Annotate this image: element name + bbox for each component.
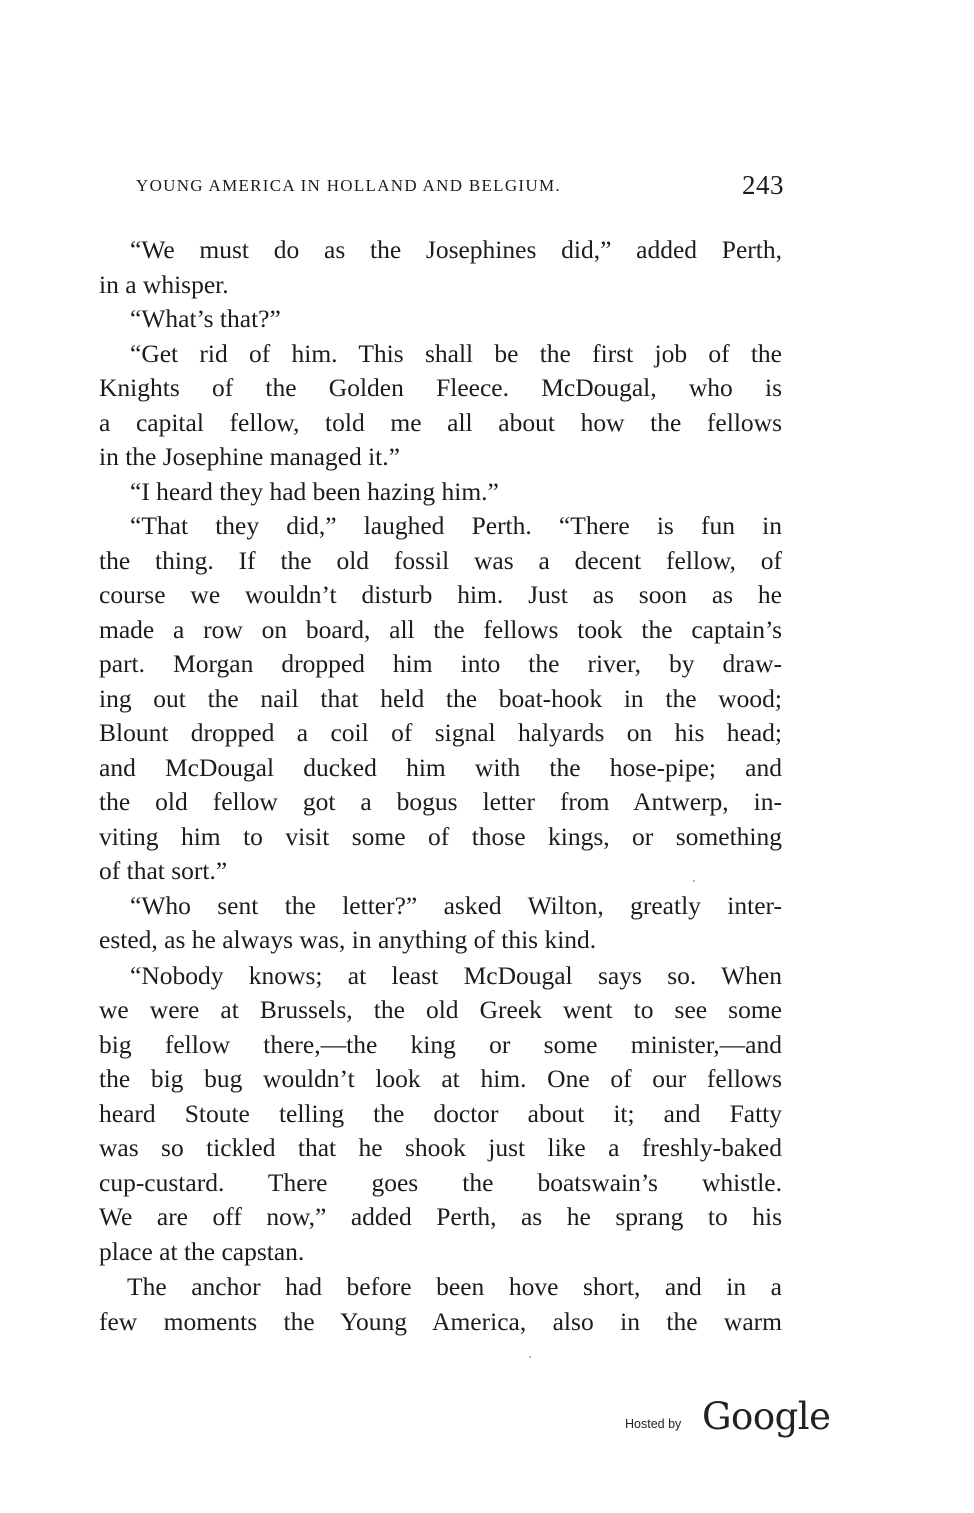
text-line: viting him to visit some of those kings, or something — [99, 821, 782, 851]
text-line: “Nobody knows; at least McDougal says so. When — [130, 960, 782, 990]
text-line: ing out the nail that held the boat-hook in the wood; — [99, 683, 782, 713]
text-line: in the Josephine managed it.” — [99, 442, 400, 471]
text-line: big fellow there,—the king or some minister,—and — [99, 1029, 782, 1059]
text-line: ested, as he always was, in anything of this kind. — [99, 925, 597, 954]
text-line: Knights of the Golden Fleece. McDougal, who is — [99, 373, 782, 402]
text-line: The anchor had before been hove short, and in a — [127, 1272, 782, 1301]
text-line: and McDougal ducked him with the hose-pipe; and — [99, 752, 782, 782]
scan-speck — [693, 880, 695, 882]
running-header — [136, 170, 784, 204]
text-line: heard Stoute telling the doctor about it; and Fatty — [99, 1098, 782, 1128]
text-line: “We must do as the Josephines did,” added Perth, — [130, 235, 782, 264]
text-line: cup-custard. There goes the boatswain’s whistle. — [99, 1167, 782, 1197]
text-line: few moments the Young America, also in the warm — [99, 1306, 782, 1336]
hosted-by-label: Hosted by — [625, 1417, 682, 1431]
text-line: of that sort.” — [99, 856, 228, 885]
text-line: “I heard they had been hazing him.” — [130, 476, 499, 506]
text-line: the big bug wouldn’t look at him. One of our fellows — [99, 1064, 782, 1093]
text-line: place at the capstan. — [99, 1236, 305, 1266]
text-line: a capital fellow, told me all about how the fellows — [99, 407, 782, 437]
running-title: YOUNG AMERICA IN HOLLAND AND BELGIUM. — [136, 176, 561, 195]
scan-speck — [529, 1356, 531, 1358]
google-watermark — [622, 1395, 832, 1444]
text-line: “That they did,” laughed Perth. “There is fun in — [130, 511, 782, 540]
text-line: course we wouldn’t disturb him. Just as soon as he — [99, 580, 782, 609]
text-line: the thing. If the old fossil was a decent fellow, of — [99, 545, 782, 575]
google-logo: Google — [702, 1395, 831, 1438]
text-line: “What’s that?” — [130, 304, 281, 333]
page-number: 243 — [742, 170, 784, 200]
text-line: part. Morgan dropped him into the river, by draw- — [99, 649, 782, 678]
body-text — [99, 233, 782, 1339]
text-line: Blount dropped a coil of signal halyards on his head; — [99, 718, 782, 747]
text-line: We are off now,” added Perth, as he sprang to his — [99, 1202, 782, 1231]
text-line: in a whisper. — [99, 269, 229, 299]
text-line: was so tickled that he shook just like a freshly-baked — [99, 1133, 782, 1162]
text-line: we were at Brussels, the old Greek went to see some — [99, 995, 782, 1024]
text-line: made a row on board, all the fellows took the captain’s — [99, 614, 782, 644]
text-line: the old fellow got a bogus letter from Antwerp, in- — [99, 787, 782, 816]
text-line: “Get rid of him. This shall be the first job of the — [130, 338, 782, 368]
text-line: “Who sent the letter?” asked Wilton, greatly inter- — [130, 890, 782, 920]
